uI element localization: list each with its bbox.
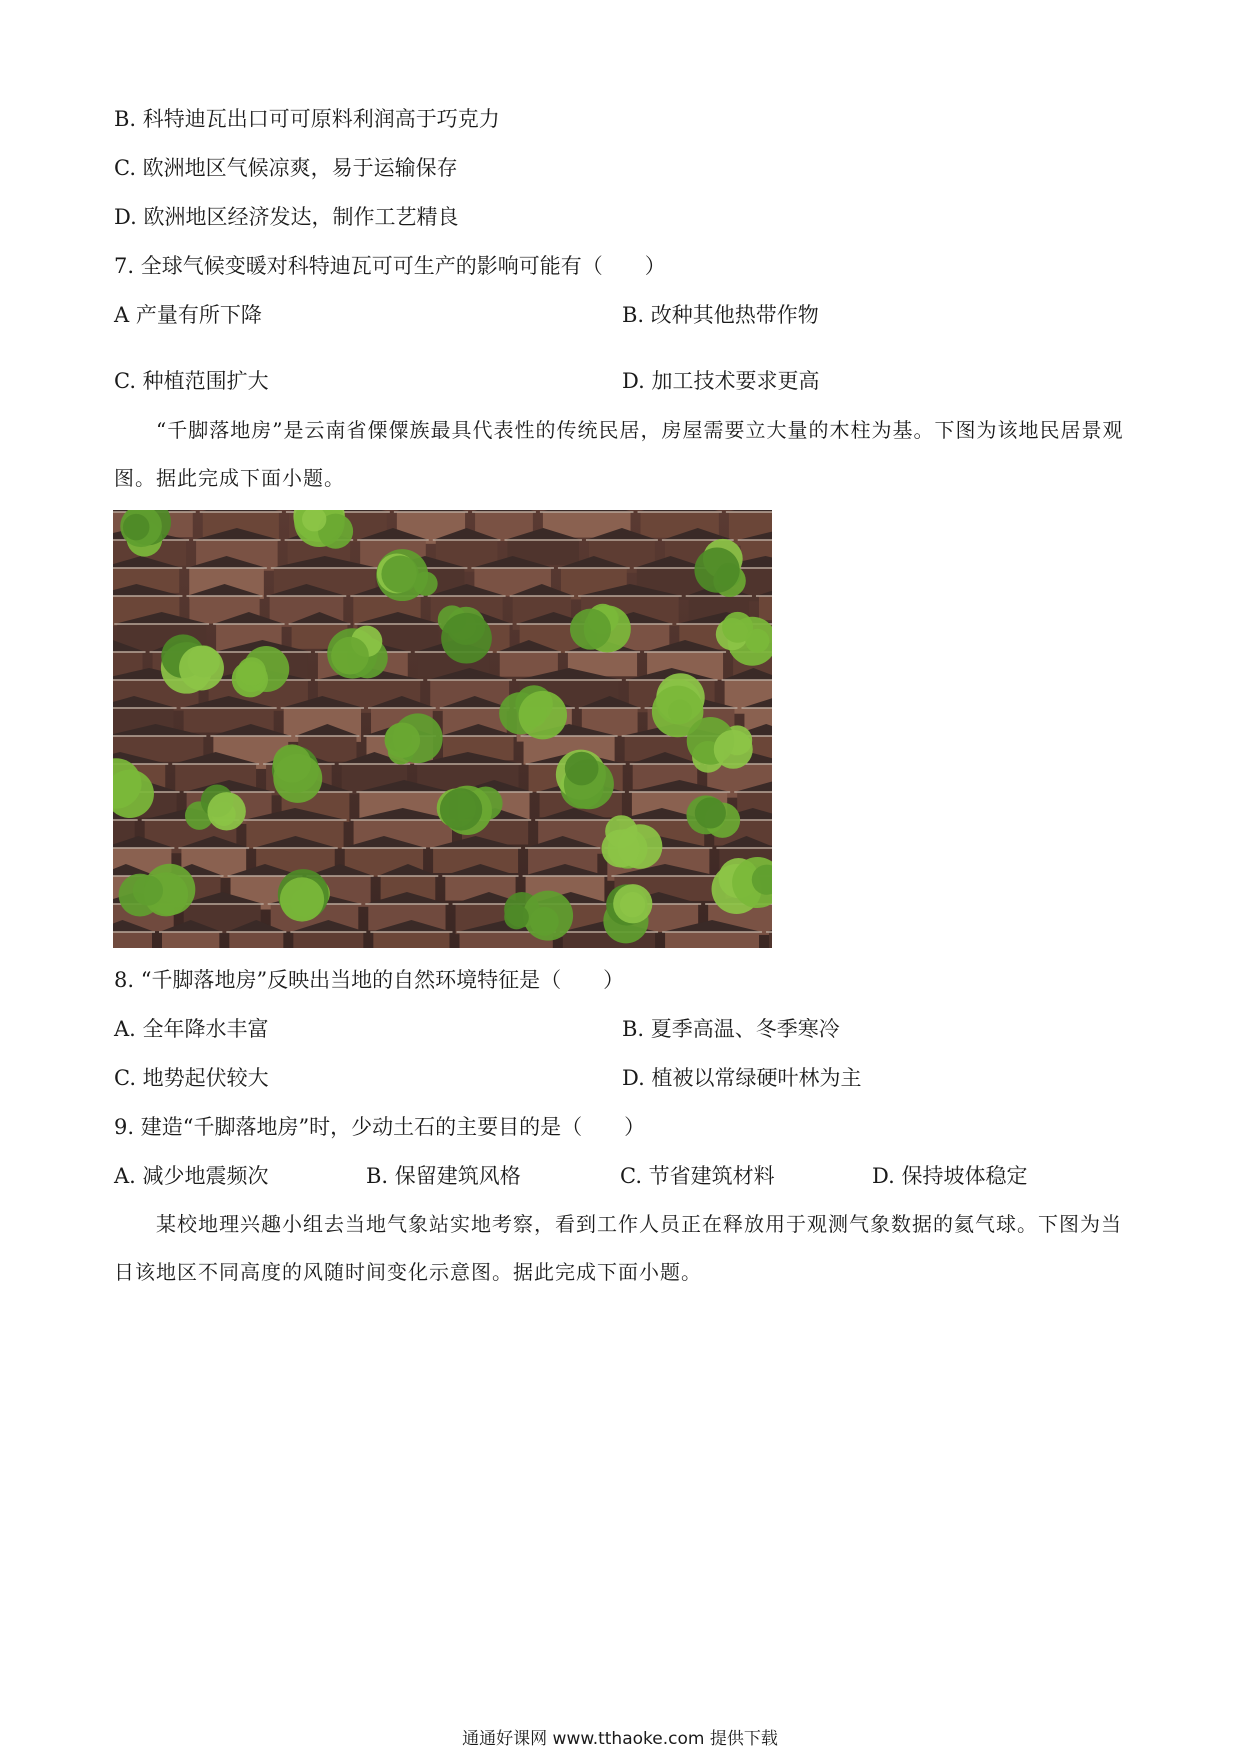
q8-stem: 8. “千脚落地房”反映出当地的自然环境特征是（ ） [114,968,625,992]
footer-source: 通通好课网 www.tthaoke.com 提供下载 [462,1729,778,1749]
stilt-house-village-photo [113,510,772,948]
q9-stem: 9. 建造“千脚落地房”时，少动土石的主要目的是（ ） [114,1115,646,1139]
q7-option-a: A 产量有所下降 [114,303,262,327]
q8-option-a: A. 全年降水丰富 [114,1017,269,1041]
q9-option-a: A. 减少地震频次 [114,1164,269,1188]
q7-option-d: D. 加工技术要求更高 [622,369,820,393]
q8-option-b: B. 夏季高温、冬季寒冷 [622,1017,840,1041]
q6-option-b: B. 科特迪瓦出口可可原料利润高于巧克力 [114,107,500,131]
q8-option-d: D. 植被以常绿硬叶林为主 [622,1066,862,1090]
passage-stilt-houses: “千脚落地房”是云南省傈僳族最具代表性的传统民居，房屋需要立大量的木柱为基。下图为该地民居景观图。据此完成下面小题。 [114,418,1124,490]
q7-stem: 7. 全球气候变暖对科特迪瓦可可生产的影响可能有（ ） [114,254,666,278]
q6-option-d: D. 欧洲地区经济发达，制作工艺精良 [114,205,459,229]
q8-option-c: C. 地势起伏较大 [114,1066,269,1090]
q7-option-c: C. 种植范围扩大 [114,369,269,393]
q9-option-b: B. 保留建筑风格 [366,1164,521,1188]
q7-option-b: B. 改种其他热带作物 [622,303,819,327]
passage-weather-balloon: 某校地理兴趣小组去当地气象站实地考察，看到工作人员正在释放用于观测气象数据的氦气球。下图为当日该地区不同高度的风随时间变化示意图。据此完成下面小题。 [114,1212,1122,1284]
q6-option-c: C. 欧洲地区气候凉爽，易于运输保存 [114,156,458,180]
q9-option-d: D. 保持坡体稳定 [872,1164,1028,1188]
q9-option-c: C. 节省建筑材料 [620,1164,775,1188]
